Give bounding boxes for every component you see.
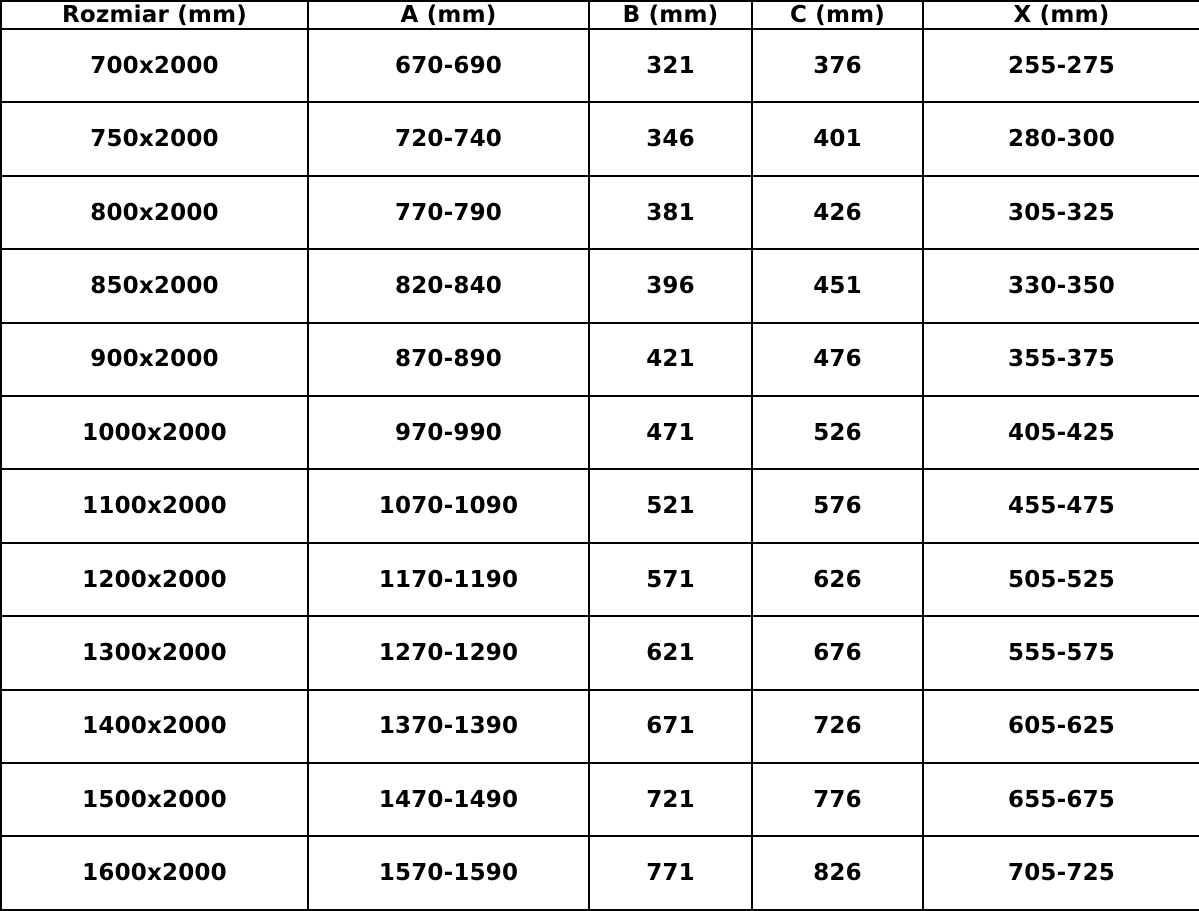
table-row	[1, 249, 1199, 322]
cell-x: 280-300	[923, 102, 1199, 175]
cell-a: 870-890	[308, 323, 589, 396]
cell-b: 671	[589, 690, 752, 763]
cell-x: 705-725	[923, 836, 1199, 910]
table-row	[1, 763, 1199, 836]
table-row	[1, 323, 1199, 396]
cell-a: 720-740	[308, 102, 589, 175]
cell-b: 621	[589, 616, 752, 689]
cell-x: 255-275	[923, 29, 1199, 102]
column-header-a: A (mm)	[308, 1, 589, 29]
cell-c: 826	[752, 836, 923, 910]
cell-rozmiar: 1300x2000	[1, 616, 308, 689]
cell-rozmiar: 750x2000	[1, 102, 308, 175]
cell-b: 771	[589, 836, 752, 910]
cell-b: 521	[589, 469, 752, 542]
cell-rozmiar: 700x2000	[1, 29, 308, 102]
cell-c: 576	[752, 469, 923, 542]
cell-b: 346	[589, 102, 752, 175]
table-row	[1, 469, 1199, 542]
cell-x: 405-425	[923, 396, 1199, 469]
cell-rozmiar: 1600x2000	[1, 836, 308, 910]
cell-a: 970-990	[308, 396, 589, 469]
cell-b: 381	[589, 176, 752, 249]
cell-c: 451	[752, 249, 923, 322]
cell-x: 305-325	[923, 176, 1199, 249]
cell-a: 1470-1490	[308, 763, 589, 836]
table-row	[1, 29, 1199, 102]
cell-c: 676	[752, 616, 923, 689]
cell-c: 401	[752, 102, 923, 175]
cell-rozmiar: 900x2000	[1, 323, 308, 396]
table-header	[1, 1, 1199, 29]
table-row	[1, 836, 1199, 910]
table-row	[1, 396, 1199, 469]
cell-rozmiar: 1500x2000	[1, 763, 308, 836]
table-row	[1, 616, 1199, 689]
cell-c: 526	[752, 396, 923, 469]
cell-a: 670-690	[308, 29, 589, 102]
cell-a: 1370-1390	[308, 690, 589, 763]
cell-c: 426	[752, 176, 923, 249]
cell-a: 820-840	[308, 249, 589, 322]
cell-c: 376	[752, 29, 923, 102]
cell-b: 571	[589, 543, 752, 616]
cell-rozmiar: 1400x2000	[1, 690, 308, 763]
table-row	[1, 102, 1199, 175]
cell-b: 721	[589, 763, 752, 836]
table-header-row	[1, 1, 1199, 29]
cell-b: 396	[589, 249, 752, 322]
cell-x: 555-575	[923, 616, 1199, 689]
cell-c: 726	[752, 690, 923, 763]
cell-x: 655-675	[923, 763, 1199, 836]
cell-x: 330-350	[923, 249, 1199, 322]
cell-rozmiar: 850x2000	[1, 249, 308, 322]
cell-x: 455-475	[923, 469, 1199, 542]
cell-b: 421	[589, 323, 752, 396]
cell-rozmiar: 1100x2000	[1, 469, 308, 542]
table-row	[1, 543, 1199, 616]
table-body	[1, 29, 1199, 910]
table-row	[1, 690, 1199, 763]
cell-a: 1070-1090	[308, 469, 589, 542]
cell-rozmiar: 1000x2000	[1, 396, 308, 469]
cell-a: 1270-1290	[308, 616, 589, 689]
cell-a: 770-790	[308, 176, 589, 249]
cell-b: 471	[589, 396, 752, 469]
column-header-x: X (mm)	[923, 1, 1199, 29]
cell-c: 476	[752, 323, 923, 396]
column-header-b: B (mm)	[589, 1, 752, 29]
column-header-c: C (mm)	[752, 1, 923, 29]
cell-x: 355-375	[923, 323, 1199, 396]
cell-b: 321	[589, 29, 752, 102]
cell-x: 505-525	[923, 543, 1199, 616]
table-row	[1, 176, 1199, 249]
cell-x: 605-625	[923, 690, 1199, 763]
cell-c: 626	[752, 543, 923, 616]
cell-a: 1570-1590	[308, 836, 589, 910]
cell-rozmiar: 1200x2000	[1, 543, 308, 616]
cell-rozmiar: 800x2000	[1, 176, 308, 249]
cell-c: 776	[752, 763, 923, 836]
column-header-rozmiar: Rozmiar (mm)	[1, 1, 308, 29]
cell-a: 1170-1190	[308, 543, 589, 616]
